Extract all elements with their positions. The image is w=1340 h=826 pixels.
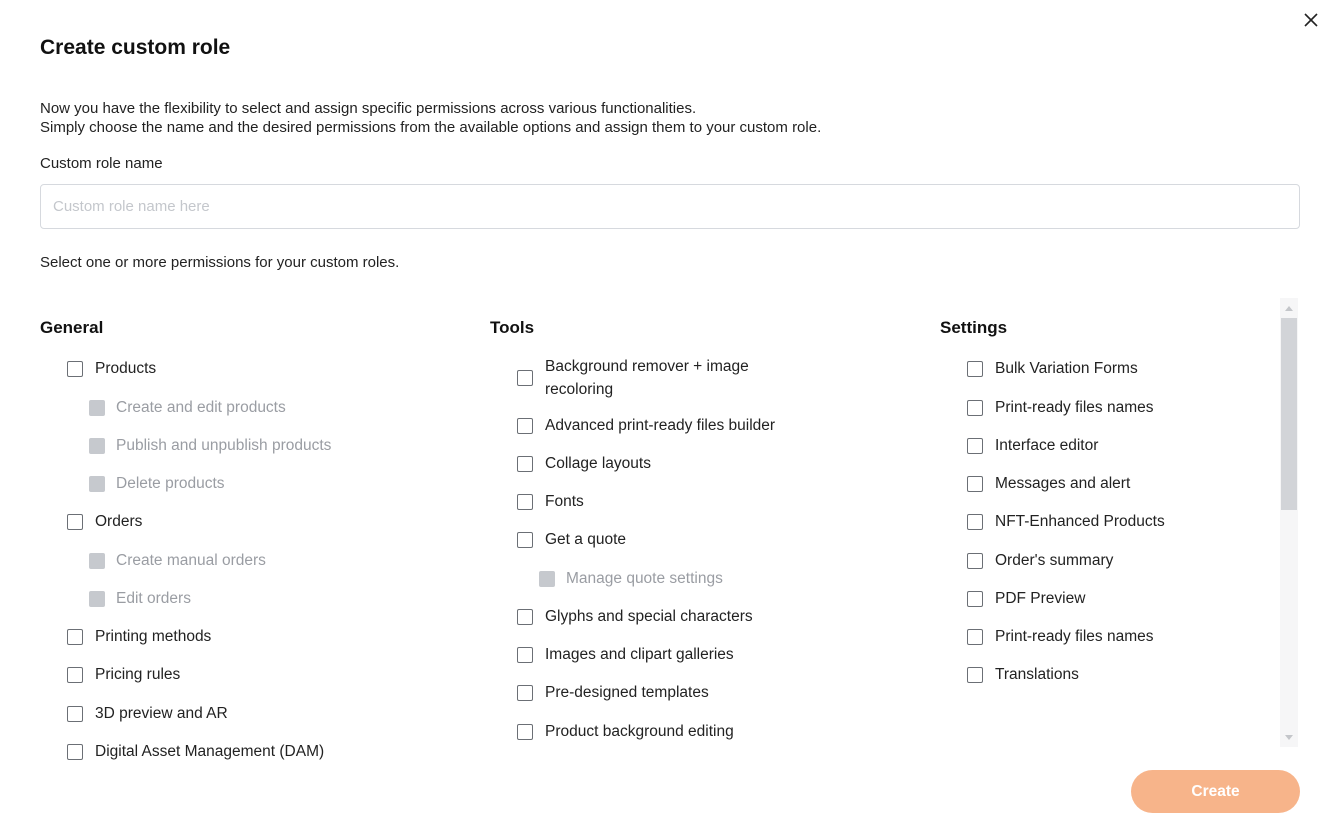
permission-label: Print-ready files names [995, 628, 1154, 645]
checkbox[interactable] [517, 418, 533, 434]
permission-label: Publish and unpublish products [116, 437, 332, 454]
checkbox[interactable] [967, 476, 983, 492]
permission-messages-alert[interactable] [967, 472, 1130, 495]
permission-label: Manage quote settings [566, 570, 723, 587]
scroll-up-button[interactable] [1280, 298, 1298, 318]
permission-fonts[interactable] [517, 490, 584, 513]
permission-publish-unpublish-products [89, 434, 331, 457]
checkbox[interactable] [967, 553, 983, 569]
checkbox[interactable] [517, 724, 533, 740]
chevron-up-icon [1285, 306, 1293, 311]
permission-label: Translations [995, 666, 1079, 683]
permission-label: Order's summary [995, 552, 1114, 569]
permission-label: NFT-Enhanced Products [995, 513, 1165, 530]
permission-label: Printing methods [95, 628, 212, 645]
dialog-title: Create custom role [40, 36, 231, 59]
checkbox[interactable] [517, 370, 533, 386]
permission-label: Background remover + image recoloring [545, 358, 749, 398]
scroll-down-button[interactable] [1280, 727, 1298, 747]
dialog-description [40, 99, 821, 137]
permission-products[interactable] [67, 357, 156, 380]
permission-nft-enhanced-products[interactable] [967, 510, 1165, 533]
permission-label: Delete products [116, 475, 225, 492]
permission-label: Images and clipart galleries [545, 646, 734, 663]
permission-label: Get a quote [545, 531, 627, 548]
checkbox[interactable] [67, 629, 83, 645]
permission-label: PDF Preview [995, 590, 1086, 607]
permission-orders[interactable] [67, 510, 142, 533]
checkbox[interactable] [967, 591, 983, 607]
close-button[interactable] [1300, 9, 1322, 31]
checkbox[interactable] [517, 494, 533, 510]
checkbox[interactable] [517, 647, 533, 663]
create-button[interactable]: Create [1131, 770, 1300, 813]
permission-printing-methods[interactable] [67, 625, 211, 648]
checkbox[interactable] [967, 629, 983, 645]
chevron-down-icon [1285, 735, 1293, 740]
permission-dam[interactable] [67, 740, 324, 763]
checkbox-disabled [89, 400, 105, 416]
checkbox[interactable] [67, 514, 83, 530]
checkbox[interactable] [67, 361, 83, 377]
checkbox-disabled [89, 476, 105, 492]
permission-orders-summary[interactable] [967, 549, 1113, 572]
permission-pdf-preview[interactable] [967, 587, 1085, 610]
custom-role-name-input[interactable] [40, 184, 1300, 229]
checkbox[interactable] [967, 361, 983, 377]
permission-label: Products [95, 360, 157, 377]
permission-create-edit-products [89, 396, 286, 419]
general-title: General [40, 318, 104, 337]
permission-create-manual-orders [89, 549, 266, 572]
permission-images-clipart[interactable] [517, 643, 734, 666]
permission-print-ready-files-names-2[interactable] [967, 625, 1154, 648]
permission-collage-layouts[interactable] [517, 452, 651, 475]
permission-print-ready-files-names[interactable] [967, 396, 1154, 419]
permission-label: Pre-designed templates [545, 684, 709, 701]
checkbox[interactable] [517, 532, 533, 548]
checkbox[interactable] [67, 706, 83, 722]
permission-delete-products [89, 472, 225, 495]
permission-3d-preview-ar[interactable] [67, 702, 228, 725]
checkbox[interactable] [517, 685, 533, 701]
permission-label: Create manual orders [116, 552, 266, 569]
permission-translations[interactable] [967, 663, 1079, 686]
permission-pre-designed-templates[interactable] [517, 681, 709, 704]
permission-interface-editor[interactable] [967, 434, 1098, 457]
checkbox[interactable] [967, 667, 983, 683]
permission-label: Pricing rules [95, 666, 181, 683]
permission-label: Product background editing [545, 723, 734, 740]
permission-pricing-rules[interactable] [67, 663, 180, 686]
close-icon [1303, 12, 1319, 28]
permission-label: Digital Asset Management (DAM) [95, 743, 325, 760]
permission-edit-orders [89, 587, 191, 610]
permission-label: Print-ready files names [995, 399, 1154, 416]
permission-background-remover[interactable] [517, 355, 807, 401]
permissions-scroll-area[interactable] [0, 298, 1280, 760]
permission-label: Interface editor [995, 437, 1099, 454]
permissions-instruction: Select one or more permissions for your custom roles. [40, 254, 400, 271]
checkbox-disabled [89, 438, 105, 454]
permissions-scrollbar[interactable] [1280, 298, 1298, 747]
permission-label: Create and edit products [116, 399, 286, 416]
permission-label: Bulk Variation Forms [995, 360, 1138, 377]
permission-label: Orders [95, 513, 143, 530]
checkbox[interactable] [967, 438, 983, 454]
tools-title: Tools [490, 318, 535, 337]
checkbox-disabled [539, 571, 555, 587]
permission-label: Messages and alert [995, 475, 1131, 492]
permission-manage-quote-settings [539, 567, 723, 590]
checkbox-disabled [89, 591, 105, 607]
checkbox-disabled [89, 553, 105, 569]
checkbox[interactable] [517, 456, 533, 472]
permission-label: Collage layouts [545, 455, 651, 472]
permission-label: Edit orders [116, 590, 191, 607]
permission-glyphs[interactable] [517, 605, 753, 628]
permission-get-a-quote[interactable] [517, 528, 626, 551]
permission-label: Fonts [545, 493, 584, 510]
description-line-1: Now you have the flexibility to select and assign specific permissions across various functionalities. [40, 100, 697, 117]
permission-label: 3D preview and AR [95, 705, 228, 722]
permission-advanced-print-ready[interactable] [517, 414, 775, 437]
scroll-thumb[interactable] [1281, 318, 1297, 510]
custom-role-name-label: Custom role name [40, 155, 163, 172]
settings-title: Settings [940, 318, 1008, 337]
permission-product-background-editing[interactable] [517, 720, 734, 743]
permission-label: Advanced print-ready files builder [545, 417, 776, 434]
checkbox[interactable] [967, 514, 983, 530]
checkbox[interactable] [967, 400, 983, 416]
permission-bulk-variation-forms[interactable] [967, 357, 1138, 380]
checkbox[interactable] [67, 667, 83, 683]
checkbox[interactable] [517, 609, 533, 625]
checkbox[interactable] [67, 744, 83, 760]
description-line-2: Simply choose the name and the desired permissions from the available options and assign them to your custom role. [40, 119, 822, 136]
permission-label: Glyphs and special characters [545, 608, 753, 625]
